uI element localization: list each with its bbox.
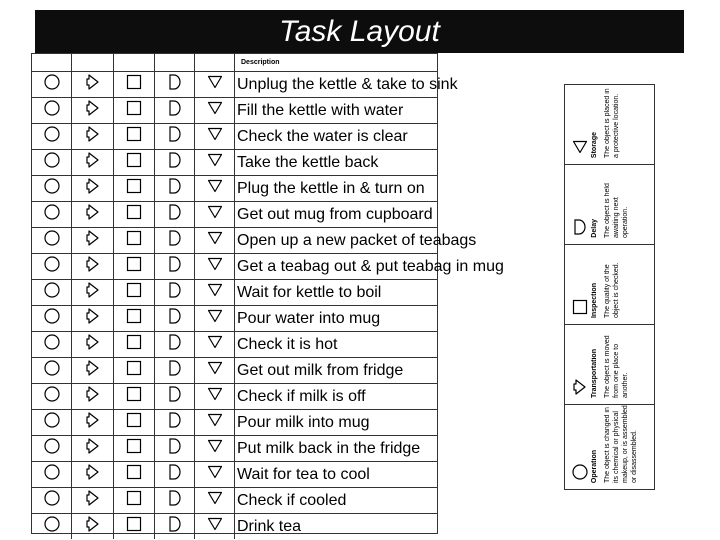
- symbol-cell: [155, 332, 195, 357]
- transportation-icon: [86, 515, 100, 538]
- symbol-cell: [114, 176, 155, 201]
- inspection-icon: [569, 296, 591, 318]
- header-cell: [72, 54, 114, 71]
- step-description: Wait for kettle to boil: [237, 284, 382, 301]
- transportation-icon: [86, 463, 100, 486]
- operation-icon: [43, 255, 61, 278]
- storage-icon: [569, 136, 591, 158]
- symbol-cell: [155, 306, 195, 331]
- symbol-cell: [195, 280, 235, 305]
- symbol-cell: [114, 306, 155, 331]
- symbol-cell: [195, 332, 235, 357]
- symbol-cell: [72, 410, 114, 435]
- legend-title: Inspection: [591, 282, 598, 318]
- delay-icon: [168, 99, 182, 122]
- table-row: [32, 409, 437, 435]
- operation-icon: [43, 73, 61, 96]
- symbol-cell: [114, 202, 155, 227]
- symbol-cell: [72, 202, 114, 227]
- storage-icon: [207, 179, 223, 198]
- operation-icon: [43, 411, 61, 434]
- symbol-cell: [195, 384, 235, 409]
- symbol-cell: [195, 202, 235, 227]
- symbol-cell: [114, 462, 155, 487]
- storage-icon: [207, 75, 223, 94]
- step-description: Check it is hot: [237, 336, 338, 353]
- step-description: Wait for tea to cool: [237, 466, 370, 483]
- operation-icon: [43, 489, 61, 512]
- transportation-icon: [86, 359, 100, 382]
- storage-icon: [207, 283, 223, 302]
- symbol-cell: [195, 358, 235, 383]
- symbol-cell: [195, 514, 235, 539]
- header-cell: [155, 54, 195, 71]
- table-row: [32, 149, 437, 175]
- symbol-cell: [72, 384, 114, 409]
- transportation-icon: [86, 151, 100, 174]
- legend-description: The object is held awaiting next operation.: [604, 183, 629, 238]
- symbol-cell: [72, 462, 114, 487]
- inspection-icon: [126, 282, 142, 303]
- symbol-cell: [32, 254, 72, 279]
- delay-icon: [168, 515, 182, 538]
- delay-icon: [168, 125, 182, 148]
- legend-description: The object is placed in a protective location.: [604, 88, 620, 158]
- delay-icon: [168, 307, 182, 330]
- symbol-cell: [155, 176, 195, 201]
- inspection-icon: [126, 412, 142, 433]
- symbol-cell: [32, 72, 72, 97]
- table-row: [32, 253, 504, 279]
- symbol-cell: [114, 410, 155, 435]
- symbol-cell: [195, 462, 235, 487]
- symbol-legend: [564, 84, 655, 490]
- symbol-cell: [32, 358, 72, 383]
- symbol-cell: [32, 280, 72, 305]
- page-title: Task Layout: [35, 10, 684, 53]
- inspection-icon: [126, 490, 142, 511]
- inspection-icon: [126, 516, 142, 537]
- table-row: [32, 305, 437, 331]
- inspection-icon: [126, 178, 142, 199]
- operation-icon: [43, 333, 61, 356]
- inspection-icon: [126, 464, 142, 485]
- transportation-icon: [86, 229, 100, 252]
- legend-entry: [565, 325, 654, 405]
- step-description: Get out milk from fridge: [237, 362, 404, 379]
- symbol-cell: [195, 436, 235, 461]
- symbol-cell: [114, 332, 155, 357]
- delay-icon: [168, 229, 182, 252]
- symbol-cell: [32, 202, 72, 227]
- step-description: Pour milk into mug: [237, 414, 370, 431]
- table-row: [32, 487, 437, 513]
- symbol-cell: [32, 488, 72, 513]
- symbol-cell: [114, 514, 155, 539]
- symbol-cell: [195, 254, 235, 279]
- step-description: Put milk back in the fridge: [237, 440, 421, 457]
- delay-icon: [168, 73, 182, 96]
- symbol-cell: [72, 150, 114, 175]
- delay-icon: [168, 151, 182, 174]
- symbol-cell: [195, 98, 235, 123]
- symbol-cell: [72, 228, 114, 253]
- step-description: Get out mug from cupboard: [237, 206, 433, 223]
- transportation-icon: [86, 307, 100, 330]
- symbol-cell: [32, 176, 72, 201]
- header-cell: [114, 54, 155, 71]
- legend-title: Transportation: [591, 348, 598, 398]
- inspection-icon: [126, 256, 142, 277]
- symbol-cell: [32, 98, 72, 123]
- inspection-icon: [126, 308, 142, 329]
- table-row: [32, 279, 437, 305]
- symbol-cell: [72, 436, 114, 461]
- transportation-icon: [86, 125, 100, 148]
- storage-icon: [207, 465, 223, 484]
- delay-icon: [168, 437, 182, 460]
- symbol-cell: [195, 488, 235, 513]
- step-description: Check the water is clear: [237, 128, 408, 145]
- inspection-icon: [126, 438, 142, 459]
- table-row: [32, 357, 437, 383]
- delay-icon: [168, 411, 182, 434]
- step-description: Get a teabag out & put teabag in mug: [237, 258, 504, 275]
- operation-icon: [43, 229, 61, 252]
- legend-title: Storage: [591, 131, 598, 158]
- symbol-cell: [155, 72, 195, 97]
- table-row: [32, 97, 437, 123]
- transportation-icon: [86, 489, 100, 512]
- storage-icon: [207, 439, 223, 458]
- symbol-cell: [72, 254, 114, 279]
- storage-icon: [207, 101, 223, 120]
- operation-icon: [43, 177, 61, 200]
- symbol-cell: [195, 176, 235, 201]
- step-description: Take the kettle back: [237, 154, 379, 171]
- symbol-cell: [195, 124, 235, 149]
- symbol-cell: [195, 410, 235, 435]
- symbol-cell: [114, 98, 155, 123]
- delay-icon: [168, 281, 182, 304]
- inspection-icon: [126, 126, 142, 147]
- legend-description: The object is moved from one place to another.: [604, 335, 629, 398]
- step-description: Drink tea: [237, 518, 302, 535]
- transportation-icon: [86, 255, 100, 278]
- storage-icon: [207, 153, 223, 172]
- operation-icon: [43, 151, 61, 174]
- delay-icon: [168, 385, 182, 408]
- symbol-cell: [32, 332, 72, 357]
- inspection-icon: [126, 360, 142, 381]
- delay-icon: [168, 463, 182, 486]
- symbol-cell: [114, 124, 155, 149]
- step-description: Unplug the kettle & take to sink: [237, 76, 458, 93]
- operation-icon: [43, 385, 61, 408]
- table-row: [32, 123, 437, 149]
- storage-icon: [207, 257, 223, 276]
- transportation-icon: [86, 281, 100, 304]
- storage-icon: [207, 335, 223, 354]
- symbol-cell: [114, 228, 155, 253]
- symbol-cell: [195, 228, 235, 253]
- step-description: Plug the kettle in & turn on: [237, 180, 425, 197]
- symbol-cell: [155, 410, 195, 435]
- transportation-icon: [569, 376, 591, 398]
- operation-icon: [43, 203, 61, 226]
- symbol-cell: [114, 254, 155, 279]
- operation-icon: [43, 99, 61, 122]
- storage-icon: [207, 231, 223, 250]
- operation-icon: [43, 307, 61, 330]
- operation-icon: [43, 515, 61, 538]
- symbol-cell: [114, 72, 155, 97]
- table-row: [32, 461, 437, 487]
- symbol-cell: [155, 280, 195, 305]
- symbol-cell: [32, 462, 72, 487]
- symbol-cell: [72, 98, 114, 123]
- operation-icon: [43, 281, 61, 304]
- symbol-cell: [72, 72, 114, 97]
- symbol-cell: [155, 436, 195, 461]
- legend-entry: [565, 245, 654, 325]
- transportation-icon: [86, 177, 100, 200]
- transportation-icon: [86, 385, 100, 408]
- step-description: Check if cooled: [237, 492, 347, 509]
- table-row: [32, 175, 437, 201]
- table-row: [32, 227, 477, 253]
- storage-icon: [207, 205, 223, 224]
- symbol-cell: [72, 358, 114, 383]
- symbol-cell: [72, 514, 114, 539]
- transportation-icon: [86, 73, 100, 96]
- transportation-icon: [86, 203, 100, 226]
- storage-icon: [207, 127, 223, 146]
- symbol-cell: [72, 332, 114, 357]
- header-cell: [195, 54, 235, 71]
- table-row: [32, 71, 458, 97]
- symbol-cell: [32, 306, 72, 331]
- symbol-cell: [114, 384, 155, 409]
- symbol-cell: [72, 306, 114, 331]
- legend-title: Delay: [591, 219, 598, 238]
- step-description: Fill the kettle with water: [237, 102, 404, 119]
- storage-icon: [207, 491, 223, 510]
- symbol-cell: [155, 514, 195, 539]
- symbol-cell: [72, 488, 114, 513]
- storage-icon: [207, 361, 223, 380]
- table-header: [32, 54, 437, 71]
- transportation-icon: [86, 99, 100, 122]
- inspection-icon: [126, 230, 142, 251]
- symbol-cell: [114, 280, 155, 305]
- inspection-icon: [126, 386, 142, 407]
- process-chart-table: [31, 53, 504, 535]
- step-description: Pour water into mug: [237, 310, 381, 327]
- table-row: [32, 201, 437, 227]
- table-row: [32, 331, 437, 357]
- inspection-icon: [126, 74, 142, 95]
- legend-entry: [565, 405, 654, 489]
- operation-icon: [569, 461, 591, 483]
- operation-icon: [43, 463, 61, 486]
- symbol-cell: [72, 280, 114, 305]
- description-header: Description: [241, 59, 280, 66]
- transportation-icon: [86, 411, 100, 434]
- delay-icon: [168, 255, 182, 278]
- step-description: Check if milk is off: [237, 388, 366, 405]
- delay-icon: [569, 216, 591, 238]
- symbol-cell: [32, 514, 72, 539]
- storage-icon: [207, 309, 223, 328]
- delay-icon: [168, 333, 182, 356]
- symbol-cell: [155, 150, 195, 175]
- symbol-cell: [114, 488, 155, 513]
- legend-description: The quality of the object is checked.: [604, 262, 620, 318]
- storage-icon: [207, 413, 223, 432]
- delay-icon: [168, 489, 182, 512]
- step-description: Open up a new packet of teabags: [237, 232, 477, 249]
- inspection-icon: [126, 152, 142, 173]
- symbol-cell: [155, 98, 195, 123]
- symbol-cell: [32, 384, 72, 409]
- storage-icon: [207, 517, 223, 536]
- legend-entry: [565, 85, 654, 165]
- symbol-cell: [195, 306, 235, 331]
- symbol-cell: [155, 462, 195, 487]
- table-row: [32, 383, 437, 409]
- symbol-cell: [114, 436, 155, 461]
- symbol-cell: [155, 384, 195, 409]
- symbol-cell: [155, 202, 195, 227]
- symbol-cell: [32, 228, 72, 253]
- operation-icon: [43, 437, 61, 460]
- symbol-cell: [32, 150, 72, 175]
- symbol-cell: [32, 124, 72, 149]
- operation-icon: [43, 359, 61, 382]
- symbol-cell: [195, 72, 235, 97]
- symbol-cell: [155, 488, 195, 513]
- symbol-cell: [155, 254, 195, 279]
- symbol-cell: [114, 358, 155, 383]
- inspection-icon: [126, 334, 142, 355]
- symbol-cell: [114, 150, 155, 175]
- inspection-icon: [126, 100, 142, 121]
- operation-icon: [43, 125, 61, 148]
- symbol-cell: [155, 124, 195, 149]
- delay-icon: [168, 359, 182, 382]
- legend-title: Operation: [591, 449, 598, 483]
- delay-icon: [168, 203, 182, 226]
- legend-description: The object is changed in its chemical or physical makeup, or is assembled or disassembled.: [604, 405, 638, 483]
- legend-entry: [565, 165, 654, 245]
- symbol-cell: [72, 176, 114, 201]
- header-cell: [32, 54, 72, 71]
- table-row: [32, 513, 437, 539]
- symbol-cell: [155, 358, 195, 383]
- symbol-cell: [72, 124, 114, 149]
- symbol-cell: [155, 228, 195, 253]
- inspection-icon: [126, 204, 142, 225]
- transportation-icon: [86, 437, 100, 460]
- delay-icon: [168, 177, 182, 200]
- storage-icon: [207, 387, 223, 406]
- transportation-icon: [86, 333, 100, 356]
- symbol-cell: [32, 436, 72, 461]
- symbol-cell: [32, 410, 72, 435]
- table-row: [32, 435, 437, 461]
- symbol-cell: [195, 150, 235, 175]
